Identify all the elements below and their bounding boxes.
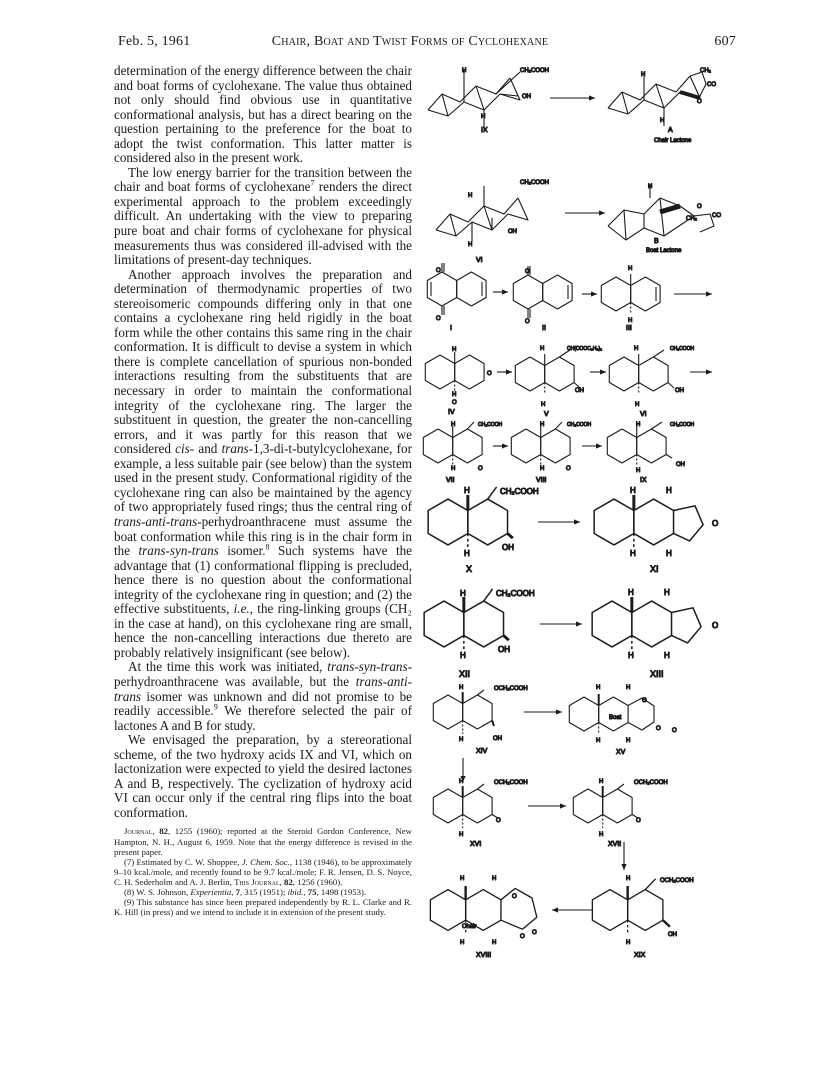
h-label: H <box>626 738 631 744</box>
compound-label-XIX: XIX <box>634 952 646 959</box>
h-label: H <box>540 422 545 428</box>
ref-7: 7 <box>310 179 315 188</box>
h-label: H <box>492 876 497 882</box>
o-label: O <box>672 728 677 734</box>
oh-label: OH <box>668 932 677 938</box>
ch2cooh-label: CH₂COOH <box>520 68 549 74</box>
oh-label: OH <box>675 388 684 394</box>
h-label: H <box>460 651 466 660</box>
structure-XIV <box>433 690 494 734</box>
structure-X <box>428 487 513 549</box>
o-label: O <box>712 519 719 528</box>
h-label: H <box>462 68 467 74</box>
boat-lactone-caption: Boat Lactone <box>646 248 682 254</box>
ref-9: 9 <box>213 702 218 712</box>
oh-label: OH <box>508 229 517 235</box>
structure-VIII <box>511 422 570 466</box>
footnote-9: (9) This substance has since been prepared independently by R. L. Clarke and R. K. Hill (in press) and we intend to include it in extension of the present study. <box>114 897 412 918</box>
compound-label-VIII: VIII <box>536 477 547 484</box>
ch2-label: CH₂ <box>686 216 697 222</box>
compound-label-IX: IX <box>481 127 488 134</box>
o-label: O <box>487 371 492 377</box>
h-label: H <box>636 422 641 428</box>
structure-XVII <box>573 784 638 828</box>
o-label: O <box>496 818 501 824</box>
compound-label-VI: VI <box>640 411 647 418</box>
malonate-label: CH(COOC₂H₅)₂ <box>567 346 603 352</box>
compound-label-I: I <box>450 325 452 332</box>
h-label: H <box>630 486 636 495</box>
compound-label-VII: VII <box>446 477 455 484</box>
h-label: H <box>596 738 601 744</box>
h-label: H <box>459 685 464 691</box>
h-label: H <box>452 347 457 353</box>
och2cooh-label: OCH₂COOH <box>494 686 528 692</box>
h-label: H <box>628 266 633 272</box>
footnote-7: (7) Estimated by C. W. Shoppee, J. Chem. Soc., 1138 (1946), to be approximately 9–10 kcal./mole, and recently found to be 9.7 kcal./mole; F. R. Jensen, D. S. Noyce, C. H. Sederholm and A. J. Berlin, This Journal, 82, 1256 (1960). <box>114 856 413 887</box>
structure-V <box>515 350 580 394</box>
och2cooh-label: OCH₂COOH <box>660 878 694 884</box>
chair-tag: Chair <box>462 924 477 930</box>
h-label: H <box>626 940 631 946</box>
header-date: Feb. 5, 1961 <box>118 34 191 49</box>
h-label: H <box>599 832 604 838</box>
h-label: H <box>540 466 545 472</box>
paragraph-3: Another approach involves the preparation and determination of thermodynamic properties of two stereoisomeric compounds differing only in that one contains a cyclohexane ring held rigidly in the boat form while the other contains this same ring in the chair conformation. It is difficult to devise a system in which there is complete cancellation of spurious non-bonded interactions resulting from the substituents that are necessary in order to maintain the conformational integrity of the cyclohexane ring. The larger the substituent in question, the greater the non-cancelling errors, and it was partly for this reason that we considered cis- and trans-1,3-di-t-butylcyclohexane, for example, a less suitable pair (see below) than the system used in the present study. Conformational rigidity of the cyclohexane ring can also be maintained by the agency of two appropriately fused rings; thus the central ring of trans-anti-trans-perhydroanthracene must assume the boat conformation while this ring is in the chair form in the trans-syn-trans isomer.$^8$ Such systems have the advantage that (1) conformational flipping is precluded, hence there is no question about the conformational integrity of the cyclohexane ring in question; and (2) the effective substituents, i.e., the ring-linking groups (CH₂ in the case at hand), on this cyclohexane ring are small, hence the non-cancelling interactions due thereto are probably relatively insignificant (see below). <box>114 266 412 660</box>
structure-IX-small <box>607 422 672 466</box>
o-label: O <box>512 894 517 900</box>
o-label: O <box>697 99 702 105</box>
h-label: H <box>628 588 634 597</box>
o-label: O <box>532 930 537 936</box>
oh-label: OH <box>676 462 685 468</box>
o-label: O <box>436 268 441 274</box>
h-label: H <box>666 549 672 558</box>
compound-label-II: II <box>542 325 546 332</box>
h-label: H <box>660 118 665 124</box>
paragraph-5: We envisaged the preparation, by a stereorational scheme, of the two hydroxy acids IX and VI, which on lactonization were expected to yield the desired lactones A and B, respectively. The cyclization of hydroxy acid VI can occur only if the central ring flips into the boat conformation. <box>114 732 412 820</box>
h-label: H <box>648 184 653 190</box>
o-label: O <box>436 316 441 322</box>
h-label: H <box>599 779 604 785</box>
compound-label-XI: XI <box>650 564 659 574</box>
compound-label-A: A <box>668 127 673 134</box>
ch2cooh-label: CH₂COOH <box>670 346 695 352</box>
paragraph-4: At the time this work was initiated, trans-syn-trans-perhydroanthracene was available, but the trans-anti-trans isomer was unknown and did not promise to be readily accessible.$^9$ We therefore selected the pair of lactones A and B for study. <box>114 659 412 733</box>
compound-label-XVII: XVII <box>608 841 622 848</box>
co-label: CO <box>707 82 716 88</box>
compound-label-XIII: XIII <box>650 669 664 679</box>
compound-label-XVI: XVI <box>470 841 482 848</box>
h-label: H <box>468 193 473 199</box>
h-label: H <box>641 72 646 78</box>
o-label: O <box>712 621 719 630</box>
h-label: H <box>628 318 633 324</box>
ch2cooh-label: CH₂COOH <box>520 180 549 186</box>
h-label: H <box>464 486 470 495</box>
h-label: H <box>636 468 641 474</box>
compound-label-XV: XV <box>616 749 626 756</box>
structure-XIX <box>592 879 670 934</box>
h-label: H <box>634 346 639 352</box>
structure-II <box>513 266 572 318</box>
oh-label: OH <box>522 94 531 100</box>
structure-III <box>601 274 660 314</box>
ref-8: 8 <box>265 542 270 552</box>
h-label: H <box>666 486 672 495</box>
paragraph-2: The low energy barrier for the transition between the chair and boat forms of cyclohexane$^7$ renders the direct experimental approach to the problem exceedingly difficult. An undertaking with the view to preparing pure boat and chair forms of cyclohexane for physical measurements thus was considered ill-advised with the limitations of present-day techniques. <box>114 164 412 268</box>
h-label: H <box>468 242 473 248</box>
compound-label-III: III <box>626 325 632 332</box>
footnote-6-cont: Journal, 82, 1255 (1960); reported at the Steroid Gordon Conference, New Hampton, N. H., August 6, 1959. Note that the energy difference is revised in the present paper. <box>114 826 412 857</box>
h-label: H <box>451 466 456 472</box>
compound-label-B: B <box>654 238 659 245</box>
h-label: H <box>664 651 670 660</box>
och2cooh-label: OCH₂COOH <box>634 780 668 786</box>
h-label: H <box>460 876 465 882</box>
h-label: H <box>492 940 497 946</box>
o-label: O <box>656 726 661 732</box>
boat-tag: Boat <box>609 715 622 721</box>
h-label: H <box>540 346 545 352</box>
page-number: 607 <box>714 34 736 49</box>
o-label: O <box>520 934 525 940</box>
structure-B <box>608 184 714 240</box>
h-label: H <box>460 940 465 946</box>
h-label: H <box>464 549 470 558</box>
co-label: CO <box>712 213 721 219</box>
compound-label-XVIII: XVIII <box>476 952 492 959</box>
compound-label-VI: VI <box>476 257 483 264</box>
h-label: H <box>664 588 670 597</box>
compound-label-V: V <box>544 411 549 418</box>
h-label: H <box>481 114 486 120</box>
ch2cooh-label: CH₂COOH <box>567 422 592 428</box>
h-label: H <box>460 589 466 598</box>
h-label: H <box>459 737 464 743</box>
structure-A <box>608 72 706 126</box>
oh-label: OH <box>575 388 584 394</box>
h-label: H <box>451 422 456 428</box>
compound-label-IV: IV <box>448 409 455 416</box>
structure-XVI <box>433 784 498 828</box>
compound-label-XII: XII <box>459 669 471 679</box>
oh-label: OH <box>493 736 502 742</box>
h-label: H <box>626 685 631 691</box>
ch2cooh-label: CH₂COOH <box>500 487 539 496</box>
h-label: H <box>541 402 546 408</box>
o-label: O <box>525 319 530 325</box>
och2cooh-label: OCH₂COOH <box>494 780 528 786</box>
o-label: O <box>636 818 641 824</box>
h-label: H <box>626 876 631 882</box>
h-label: H <box>635 402 640 408</box>
o-label: O <box>452 400 457 406</box>
structure-XIII <box>592 597 701 651</box>
h-label: H <box>459 832 464 838</box>
o-label: O <box>697 204 702 210</box>
compound-label-X: X <box>466 564 473 574</box>
ch2cooh-label: CH₂COOH <box>478 422 503 428</box>
h-label: H <box>630 549 636 558</box>
compound-label-XIV: XIV <box>476 748 488 755</box>
h-label: H <box>459 779 464 785</box>
structure-IV <box>425 352 484 392</box>
h-label: H <box>596 685 601 691</box>
structure-XII <box>424 589 509 651</box>
o-label: O <box>478 466 483 472</box>
oh-label: OH <box>498 645 510 654</box>
running-title: Chair, Boat and Twist Forms of Cyclohexane <box>271 34 549 49</box>
structure-XI <box>594 495 703 549</box>
oh-label: OH <box>502 543 514 552</box>
structure-IX <box>428 70 520 130</box>
structure-VI-small <box>609 350 674 394</box>
paragraph-1: determination of the energy difference between the chair and boat forms of cyclohexane. The value thus obtained not only should find obvious use in quantitative conformational analysis, but has a direct bearing on the question pertaining to the preference for the boat to adopt the twist conformation. This latter matter is considered also in the present work. <box>114 63 412 166</box>
structure-XVIII <box>430 886 536 934</box>
ch2cooh-label: CH₂COOH <box>496 589 535 598</box>
ch2cooh-label: CH₂COOH <box>670 422 695 428</box>
structure-VII <box>423 422 482 466</box>
ch2-label: CH₂ <box>700 68 711 74</box>
footnote-8: (8) W. S. Johnson, Experientia, 7, 315 (1951); ibid., 75, 1498 (1953). <box>124 887 367 897</box>
o-label: O <box>525 269 530 275</box>
chair-lactone-caption: Chair Lactone <box>654 138 692 144</box>
compound-label-IX: IX <box>640 477 647 484</box>
o-label: O <box>566 466 571 472</box>
o-label: O <box>642 698 647 704</box>
h-label: H <box>628 651 634 660</box>
h-label: H <box>452 392 457 398</box>
